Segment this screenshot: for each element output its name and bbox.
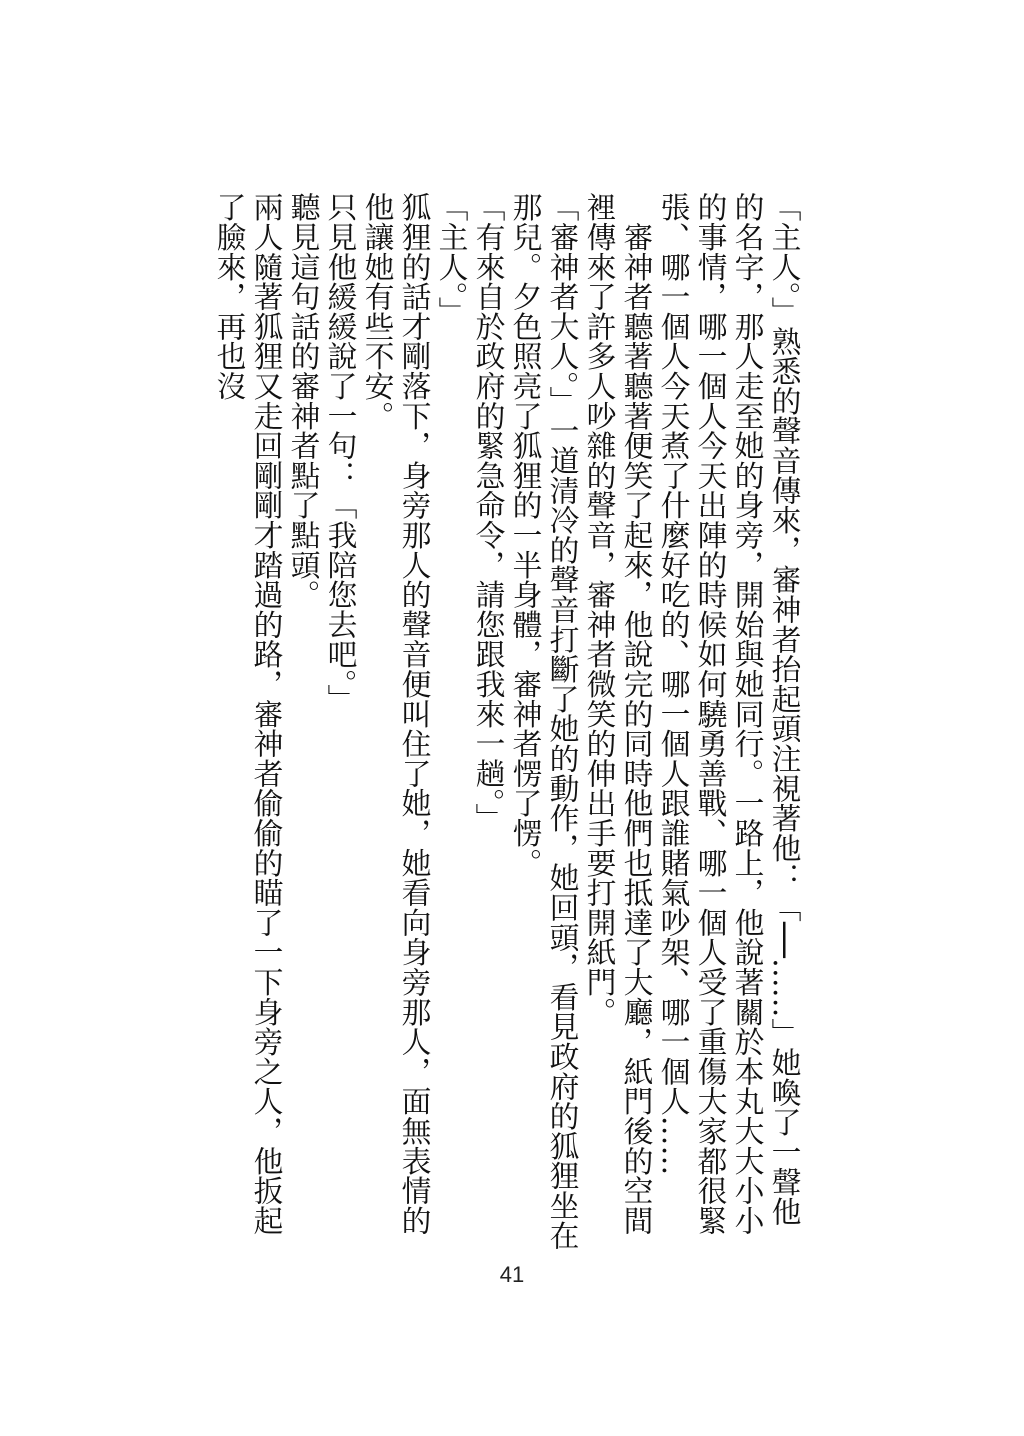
paragraph-4: 「有來自於政府的緊急命令，請您跟我來一趟。」 (470, 192, 505, 833)
paragraph-2: 審神者聽著聽著便笑了起來，他說完的同時他們也抵達了大廳，紙門後的空間裡傳來了許多人吵雜的聲音，審神者微笑的伸出手要打開紙門。 (581, 192, 653, 1235)
paragraph-3: 「審神者大人。」一道清冷的聲音打斷了她的動作，她回頭，看見政府的狐狸坐在那兒。夕色照亮了狐狸的一半身體，審神者愣了愣。 (507, 192, 579, 1250)
paragraph-8: 聽見這句話的審神者點了點頭。 (285, 192, 320, 610)
vertical-text-body (210, 192, 802, 1250)
paragraph-6: 狐狸的話才剛落下，身旁那人的聲音便叫住了她，她看向身旁那人，面無表情的他讓她有些不安。 (359, 192, 431, 1235)
paragraph-7: 只見他緩緩說了一句：「我陪您去吧。」 (322, 192, 357, 714)
paragraph-5: 「主人。」 (433, 192, 468, 327)
paragraph-1: 「主人。」熟悉的聲音傳來，審神者抬起頭注視著他：「──……」她喚了一聲他的名字，那人走至她的身旁，開始與她同行。一路上，他說著關於本丸大大小小的事情，哪一個人今天出陣的時候如何驍勇善戰、哪一個人受了重傷大家都很緊張、哪一個人今天煮了什麼好吃的、哪一個人跟誰賭氣吵架、哪一個人…… (655, 192, 801, 1235)
paragraph-9: 兩人隨著狐狸又走回剛剛才踏過的路，審神者偷偷的瞄了一下身旁之人，他扳起了臉來，再也沒 (211, 192, 283, 1235)
page-number: 41 (499, 1262, 525, 1287)
